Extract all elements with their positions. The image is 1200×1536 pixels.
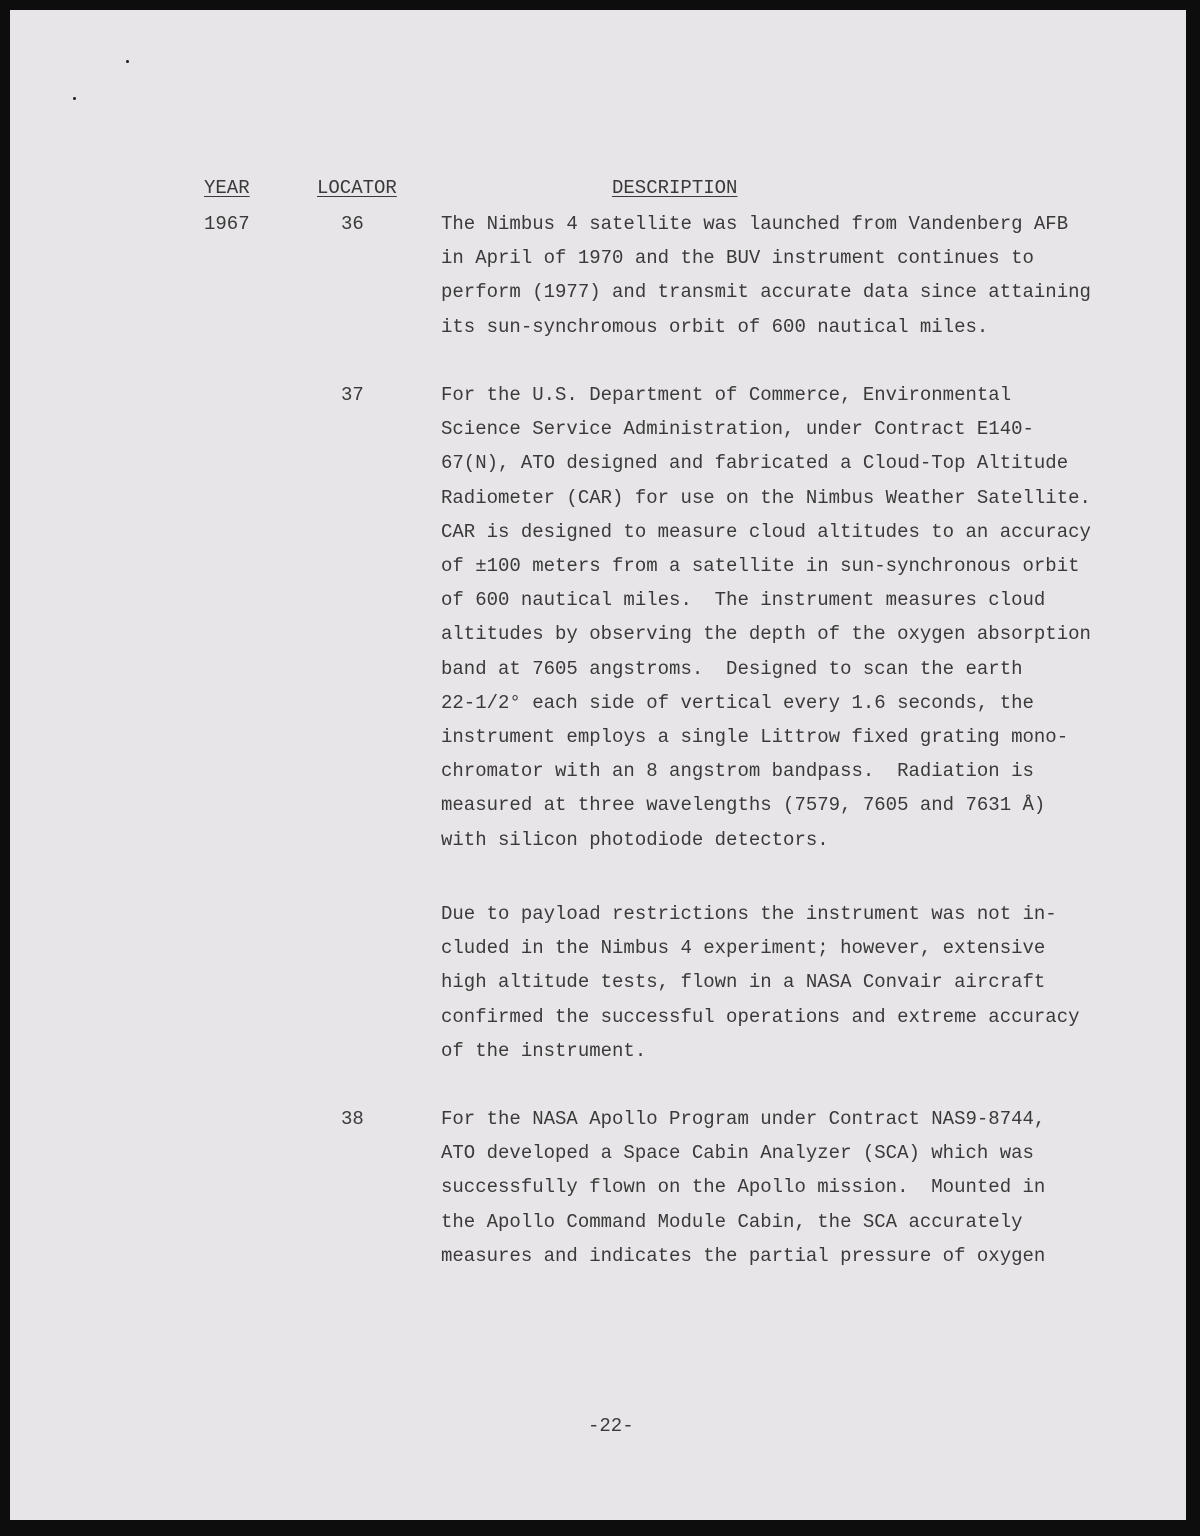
description-line: cluded in the Nimbus 4 experiment; however, extensive	[441, 937, 1046, 960]
description-line: measures and indicates the partial pressure of oxygen	[441, 1244, 1046, 1267]
description-line: confirmed the successful operations and extreme accuracy	[441, 1005, 1080, 1028]
description-line: of 600 nautical miles. The instrument measures cloud	[441, 589, 1046, 612]
column-header-locator: LOCATOR	[317, 177, 397, 199]
speck-mark	[126, 60, 129, 63]
description-line: of ±100 meters from a satellite in sun-synchronous orbit	[441, 555, 1080, 578]
entry-locator: 37	[341, 384, 364, 406]
description-line: of the instrument.	[441, 1039, 647, 1062]
speck-mark	[73, 97, 76, 100]
document-page	[10, 10, 1186, 1520]
description-line: band at 7605 angstroms. Designed to scan the earth	[441, 657, 1023, 680]
description-line: the Apollo Command Module Cabin, the SCA accurately	[441, 1210, 1023, 1233]
page-number: -22-	[588, 1415, 634, 1437]
description-line: ATO developed a Space Cabin Analyzer (SCA) which was	[441, 1142, 1034, 1165]
description-line: Due to payload restrictions the instrument was not in-	[441, 903, 1057, 925]
description-line: instrument employs a single Littrow fixed grating mono-	[441, 726, 1069, 749]
description-paragraph	[441, 207, 1161, 344]
description-line: 22-1/2° each side of vertical every 1.6 seconds, the	[441, 691, 1034, 714]
column-header-description: DESCRIPTION	[612, 177, 738, 199]
entry-locator: 38	[341, 1108, 364, 1130]
description-line: its sun-synchromous orbit of 600 nautical miles.	[441, 315, 989, 338]
description-line: CAR is designed to measure cloud altitudes to an accuracy	[441, 520, 1091, 543]
column-header-year: YEAR	[204, 177, 250, 199]
description-line: in April of 1970 and the BUV instrument continues to	[441, 247, 1034, 270]
description-line: The Nimbus 4 satellite was launched from Vandenberg AFB	[441, 213, 1069, 235]
description-line: For the U.S. Department of Commerce, Environmental	[441, 384, 1012, 406]
description-line: high altitude tests, flown in a NASA Convair aircraft	[441, 971, 1046, 994]
description-line: Science Service Administration, under Contract E140-	[441, 418, 1034, 441]
description-line: successfully flown on the Apollo mission. Mounted in	[441, 1176, 1046, 1199]
description-line: 67(N), ATO designed and fabricated a Cloud-Top Altitude	[441, 452, 1069, 475]
entry-year: 1967	[204, 213, 250, 235]
description-line: with silicon photodiode detectors.	[441, 828, 829, 851]
description-paragraph	[441, 378, 1161, 857]
description-line: perform (1977) and transmit accurate data since attaining	[441, 281, 1091, 304]
description-paragraph	[441, 897, 1161, 1068]
description-line: altitudes by observing the depth of the oxygen absorption	[441, 623, 1091, 646]
description-line: For the NASA Apollo Program under Contract NAS9-8744,	[441, 1108, 1046, 1130]
description-line: measured at three wavelengths (7579, 7605 and 7631 Å)	[441, 794, 1046, 817]
description-paragraph	[441, 1102, 1161, 1273]
entry-locator: 36	[341, 213, 364, 235]
description-line: Radiometer (CAR) for use on the Nimbus Weather Satellite.	[441, 486, 1091, 509]
description-line: chromator with an 8 angstrom bandpass. Radiation is	[441, 760, 1034, 783]
